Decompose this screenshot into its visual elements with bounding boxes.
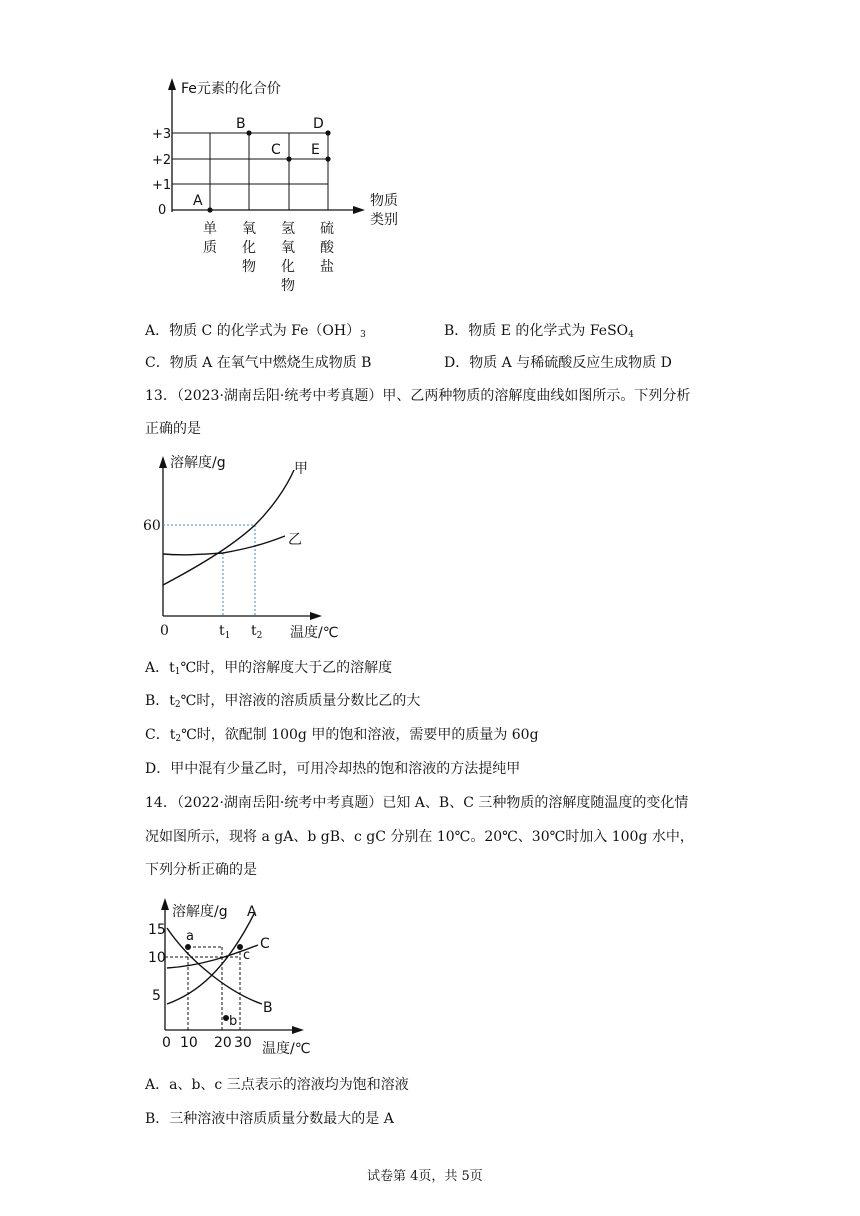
- curve-yi: [163, 536, 285, 555]
- y-tick-60: 60: [143, 518, 161, 534]
- category-elemental: [203, 221, 217, 256]
- iron-valence-chart: [0, 0, 860, 310]
- solubility-chart-jia-yi: [0, 450, 860, 650]
- svg-text:氧: 氧: [242, 221, 256, 237]
- q13-option-c: C．$t_2℃$时，欲配制 100g 甲的饱和溶液，需要甲的质量为 60g: [145, 727, 539, 744]
- svg-text:盐: 盐: [320, 259, 334, 275]
- y-tick-10: 10: [148, 950, 166, 966]
- point-b-dot: [246, 130, 251, 135]
- series-a-label: A: [247, 904, 257, 920]
- q13-option-a: A．$t_1℃$时，甲的溶解度大于乙的溶解度: [145, 660, 393, 677]
- y-tick-plus1: +1: [152, 178, 172, 193]
- svg-text:化: 化: [242, 240, 256, 256]
- q14-option-a: A．a、b、c 三点表示的溶液均为饱和溶液: [145, 1077, 409, 1093]
- x-tick-10: 10: [180, 1035, 198, 1051]
- x-tick-0: 0: [162, 1035, 171, 1051]
- svg-text:物: 物: [281, 278, 295, 294]
- point-c-dot: [286, 156, 291, 161]
- series-b-label: B: [263, 1000, 273, 1016]
- point-e-dot: [325, 156, 330, 161]
- q14-option-b: B．三种溶液中溶质质量分数最大的是 A: [145, 1111, 394, 1127]
- svg-text:化: 化: [281, 259, 295, 275]
- svg-text:质: 质: [203, 240, 217, 256]
- x-tick-t2: $t_2$: [251, 623, 263, 641]
- point-label-a: A: [193, 193, 203, 209]
- q12-option-c: C．物质 A 在氧气中燃烧生成物质 B: [145, 355, 372, 371]
- y-tick-plus3: +3: [152, 127, 172, 142]
- page-footer: 试卷第 4页，共 5页: [367, 1169, 483, 1184]
- y-label: 溶解度/g: [170, 455, 226, 471]
- q14-stem-line3: 下列分析正确的是: [145, 862, 257, 878]
- point-d-dot: [325, 130, 330, 135]
- y-axis-label: Fe元素的化合价: [181, 81, 281, 97]
- x-label: 温度/℃: [290, 625, 339, 641]
- point-a-dot: [207, 207, 212, 212]
- x-tick-20: 20: [214, 1035, 232, 1051]
- y-tick-zero: 0: [158, 203, 167, 218]
- series-yi-label: 乙: [288, 532, 302, 548]
- svg-text:物: 物: [242, 259, 256, 275]
- svg-text:硫: 硫: [320, 221, 334, 237]
- q13-option-d: D．甲中混有少量乙时，可用冷却热的饱和溶液的方法提纯甲: [145, 761, 521, 777]
- x-axis-label-1: 物质: [370, 193, 398, 209]
- y-tick-plus2: +2: [152, 153, 172, 168]
- x-label: 温度/℃: [262, 1041, 311, 1057]
- point-a-dot: [185, 944, 191, 950]
- y-tick-5: 5: [152, 988, 161, 1004]
- series-c-label: C: [260, 936, 270, 952]
- category-oxide: [242, 221, 256, 275]
- y-tick-15: 15: [148, 922, 166, 938]
- point-label-d: D: [313, 116, 324, 132]
- origin: 0: [160, 623, 169, 639]
- x-axis-label-2: 类别: [370, 212, 398, 228]
- point-label-a: a: [186, 929, 194, 944]
- q12-option-d: D．物质 A 与稀硫酸反应生成物质 D: [444, 355, 672, 371]
- q13-stem-line1: 13．（2023·湖南岳阳·统考中考真题）甲、乙两种物质的溶解度曲线如图所示。下列分析: [145, 388, 691, 404]
- y-label: 溶解度/g: [172, 904, 228, 920]
- point-label-e: E: [311, 142, 320, 158]
- x-tick-t1: $t_1$: [219, 623, 231, 641]
- q12-option-a: A．物质 C 的化学式为 $Fe(OH)_3$: [145, 323, 366, 340]
- point-label-c: C: [271, 142, 281, 158]
- x-tick-30: 30: [234, 1035, 252, 1051]
- point-label-c: c: [243, 948, 251, 963]
- q13-option-b: B．$t_2℃$时，甲溶液的溶质质量分数比乙的大: [145, 693, 421, 710]
- solubility-chart-abc: [0, 890, 860, 1060]
- series-jia-label: 甲: [294, 461, 308, 477]
- svg-text:氧: 氧: [281, 240, 295, 256]
- svg-text:酸: 酸: [320, 240, 334, 256]
- curve-jia: [163, 470, 294, 585]
- q14-stem-line2: 况如图所示，现将 a gA、b gB、c gC 分别在 10℃。20℃、30℃时加入 100g 水中，: [145, 829, 694, 845]
- point-label-b: b: [229, 1014, 238, 1029]
- q14-stem-line1: 14．（2022·湖南岳阳·统考中考真题）已知 A、B、C 三种物质的溶解度随温度的变化情: [145, 795, 689, 811]
- q12-option-b: B．物质 E 的化学式为 FeSO$_4$: [444, 323, 634, 340]
- svg-text:氢: 氢: [281, 221, 295, 237]
- svg-text:单: 单: [203, 221, 217, 237]
- category-sulfate: [320, 221, 335, 275]
- curve-a: [167, 912, 255, 1004]
- category-hydroxide: [281, 221, 295, 294]
- point-label-b: B: [236, 116, 246, 132]
- q13-stem-line2: 正确的是: [145, 421, 201, 437]
